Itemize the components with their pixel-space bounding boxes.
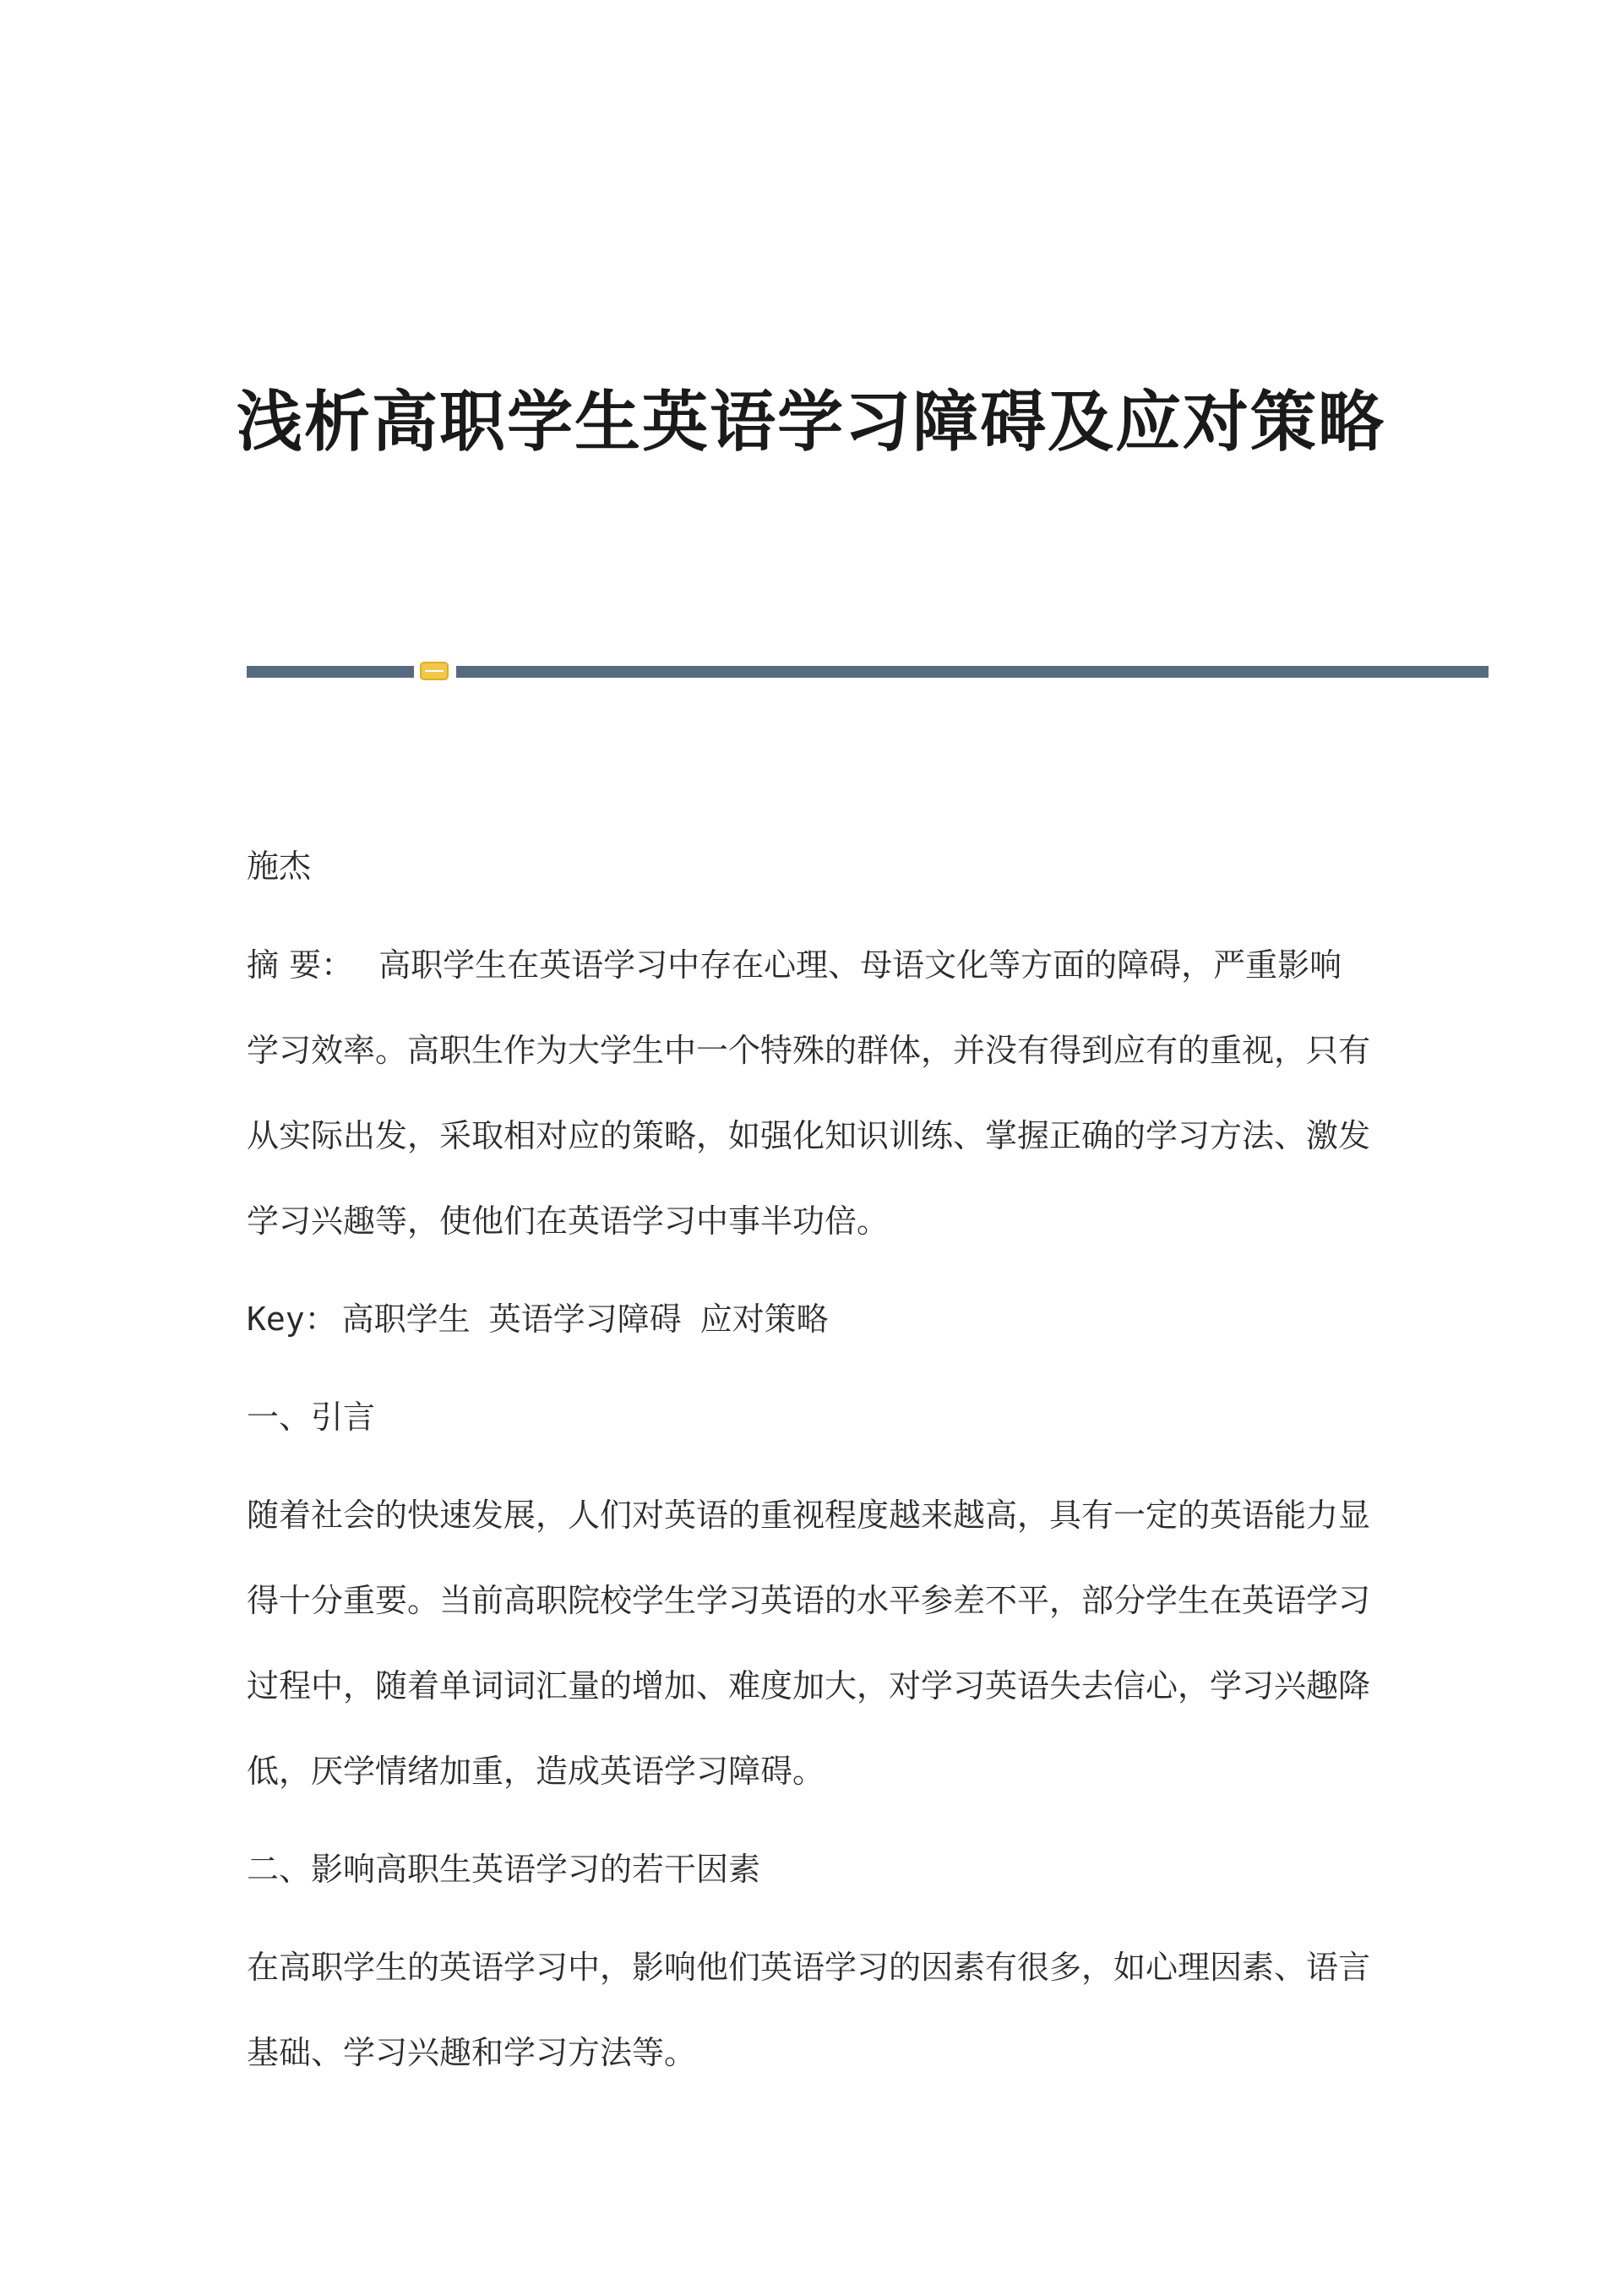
keyword-item: 应对策略 [699, 1301, 829, 1338]
keyword-item: 高职学生 [341, 1301, 471, 1338]
section-heading-factors: 二、影响高职生英语学习的若干因素 [247, 1851, 761, 1888]
abstract-label: 摘 要： [247, 946, 354, 984]
keywords-label: Key： [247, 1301, 337, 1338]
abstract-paragraph [247, 923, 1370, 1264]
section-paragraph-introduction: 随着社会的快速发展，人们对英语的重视程度越来越高，具有一定的英语能力显得十分重要。当前高职院校学生学习英语的水平参差不平，部分学生在英语学习过程中，随着单词词汇量的增加、难度加大，对学习英语失去信心，学习兴趣降低，厌学情绪加重，造成英语学习障碍。 [247, 1497, 1371, 1790]
author-name: 施杰 [247, 848, 312, 885]
divider-bar-left [247, 666, 414, 678]
keywords-line [247, 1277, 1370, 1362]
document-body [247, 824, 1370, 2096]
document-title: 浅析高职学生英语学习障碍及应对策略 [236, 384, 1385, 461]
divider-bar-right [456, 666, 1489, 678]
section-paragraph-factors: 在高职学生的英语学习中，影响他们英语学习的因素有很多，如心理因素、语言基础、学习兴趣和学习方法等。 [247, 1949, 1371, 2071]
section-heading-introduction: 一、引言 [247, 1399, 376, 1436]
abstract-text: 高职学生在英语学习中存在心理、母语文化等方面的障碍，严重影响学习效率。高职生作为大学生中一个特殊的群体，并没有得到应有的重视，只有从实际出发，采取相对应的策略，如强化知识训练、掌握正确的学习方法、激发学习兴趣等，使他们在英语学习中事半功倍。 [247, 946, 1371, 1240]
divider-ornament-icon [420, 662, 449, 680]
title-divider [247, 662, 1489, 680]
keyword-item: 英语学习障碍 [488, 1301, 682, 1338]
